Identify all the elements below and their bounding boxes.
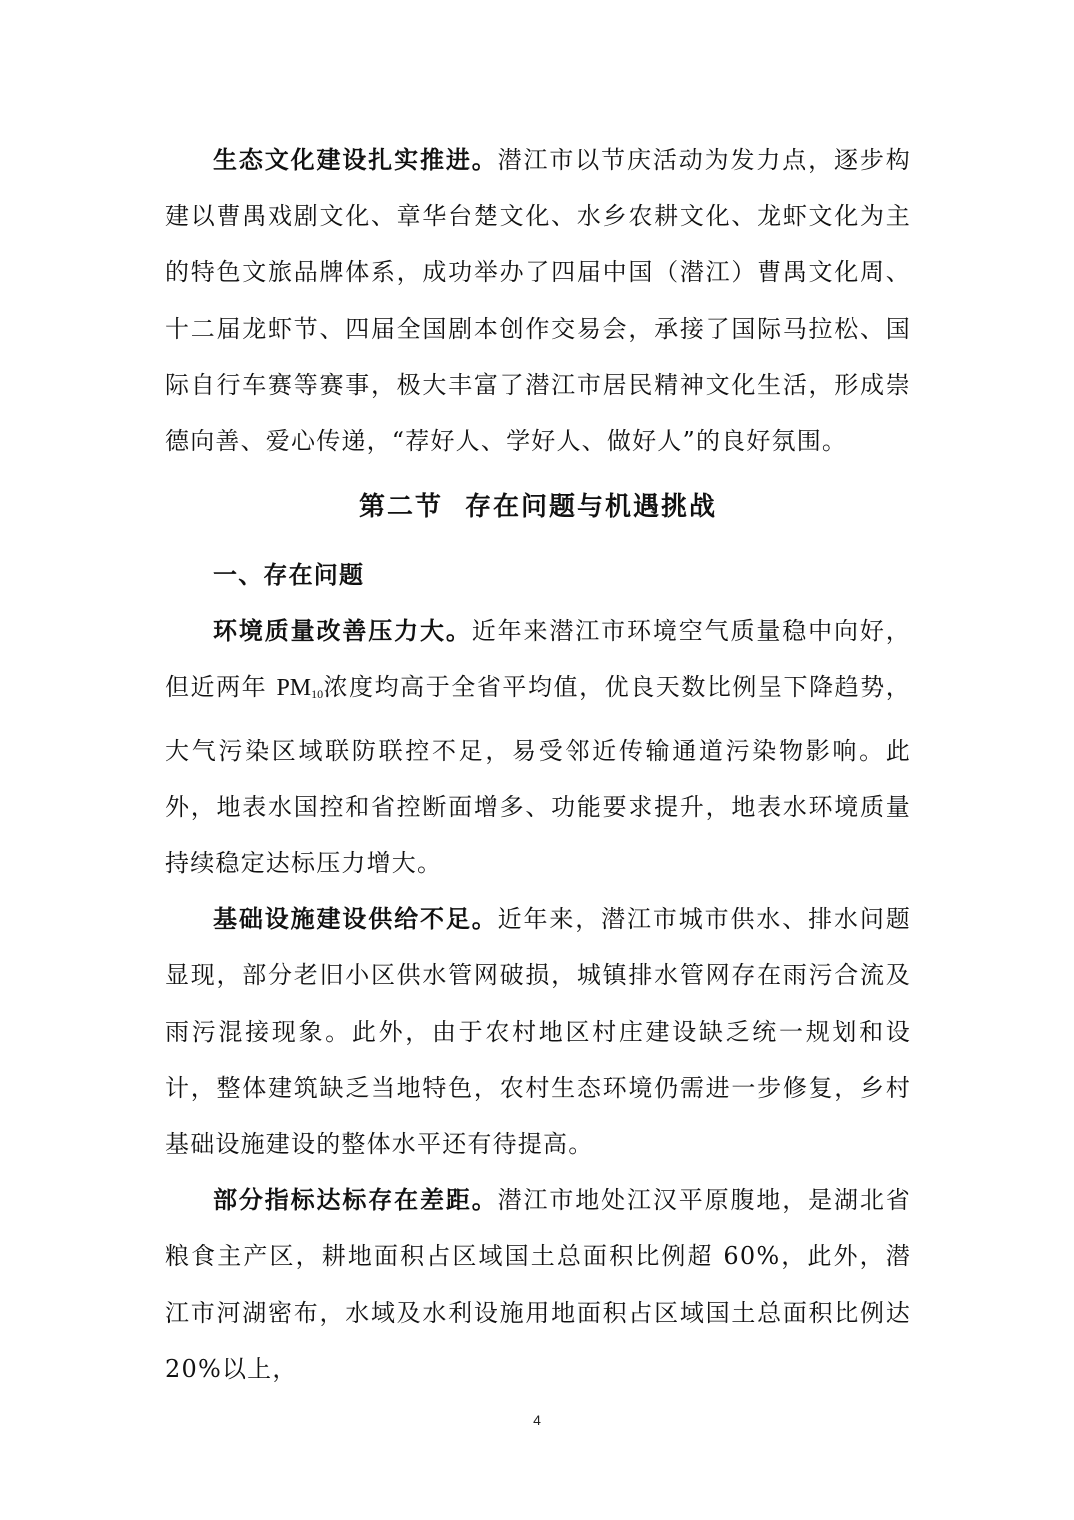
paragraph-body: 潜江市地处江汉平原腹地，是湖北省粮食主产区，耕地面积占区域国土总面积比例超 60%，此外，潜江市河湖密布，水域及水利设施用地面积占区域国土总面积比例达 20%以上，	[165, 1186, 912, 1383]
section-title-text: 存在问题与机遇挑战	[465, 492, 718, 523]
paragraph-lead: 部分指标达标存在差距。	[213, 1185, 498, 1215]
subheading-existing-problems: 一、存在问题	[213, 560, 365, 590]
paragraph-lead: 基础设施建设供给不足。	[213, 904, 498, 934]
paragraph-body: 近年来，潜江市城市供水、排水问题显现，部分老旧小区供水管网破损，城镇排水管网存在雨污合流及雨污混接现象。此外，由于农村地区村庄建设缺乏统一规划和设计，整体建筑缺乏当地特色，农村生态环境仍需进一步修复，乡村基础设施建设的整体水平还有待提高。	[165, 905, 912, 1159]
pm10-label	[276, 675, 323, 701]
paragraph-lead: 生态文化建设扎实推进。	[213, 145, 498, 174]
paragraph-body: 潜江市以节庆活动为发力点，逐步构建以曹禺戏剧文化、章华台楚文化、水乡农耕文化、龙虾文化为主的特色文旅品牌体系，成功举办了四届中国（潜江）曹禺文化周、十二届龙虾节、四届全国剧本创作交易会，承接了国际马拉松、国际自行车赛等赛事，极大丰富了潜江市居民精神文化生活，形成崇德向善、爱心传递，“荐好人、学好人、做好人”的良好氛围。	[165, 146, 912, 456]
paragraph-environment-quality	[165, 603, 911, 891]
pm-main: PM	[276, 675, 312, 702]
paragraph-infrastructure	[165, 891, 911, 1172]
page-content	[165, 132, 911, 1397]
paragraph-body: 近年来潜江市环境空气质量稳中向好，但近两年	[165, 617, 912, 702]
pm-subscript: 10	[311, 687, 324, 702]
paragraph-ecological-culture	[165, 132, 911, 469]
paragraph-body-continued: 浓度均高于全省平均值，优良天数比例呈下降趋势，大气污染区域联防联控不足，易受邻近传输通道污染物影响。此外，地表水国控和省控断面增多、功能要求提升，地表水环境质量持续稳定达标压力增大。	[165, 673, 911, 878]
section-title	[165, 471, 911, 547]
section-number: 第二节	[358, 492, 443, 523]
page-number: 4	[533, 1412, 541, 1428]
paragraph-lead: 环境质量改善压力大。	[213, 616, 472, 646]
paragraph-indicator-gap	[165, 1172, 911, 1397]
